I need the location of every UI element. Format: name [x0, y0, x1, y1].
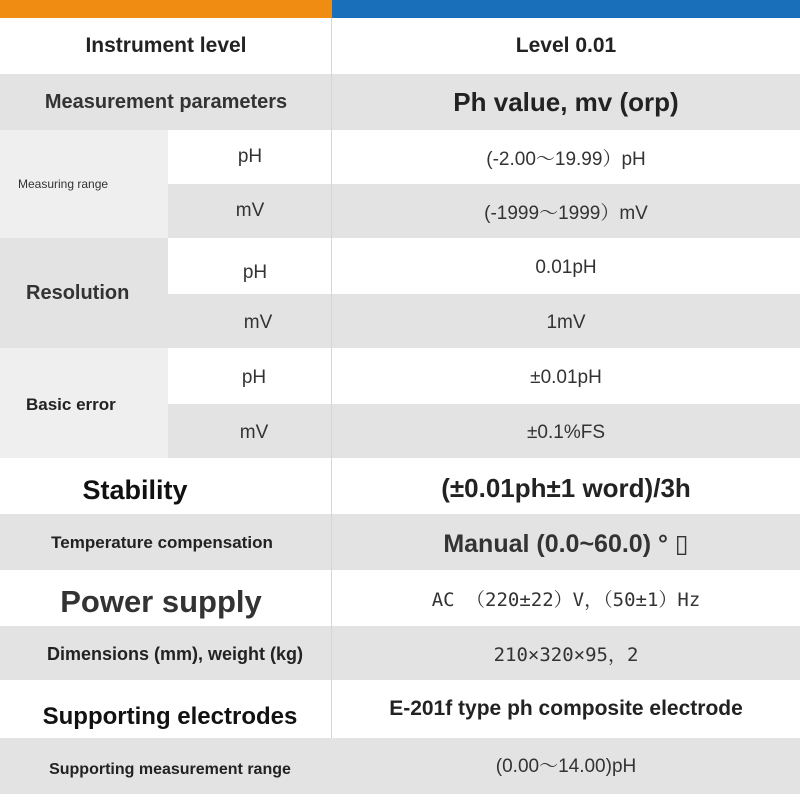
temperature-compensation-value: Manual (0.0~60.0) ° ▯ [443, 530, 689, 558]
measuring-range-label: Measuring range [18, 177, 109, 191]
measurement-parameters-value: Ph value, mv (orp) [453, 86, 679, 117]
stability-value: (±0.01ph±1 word)/3h [441, 472, 691, 503]
measurement-parameters-label: Measurement parameters [44, 90, 288, 113]
measuring-range-ph-unit: pH [237, 146, 263, 167]
instrument-level-value: Level 0.01 [515, 34, 617, 57]
power-supply-value: AC （220±22）V，（50±1）Hz [431, 588, 701, 611]
resolution-label: Resolution [26, 281, 130, 304]
power-supply-label: Power supply [60, 584, 262, 619]
resolution-ph-unit: pH [242, 262, 268, 283]
instrument-level-label: Instrument level [85, 34, 247, 57]
measuring-range-mv-unit: mV [235, 200, 265, 221]
supporting-range-label: Supporting measurement range [49, 761, 291, 778]
stability-label: Stability [82, 474, 188, 505]
dimensions-value: 210×320×95，2 [493, 643, 639, 666]
orange-header-bar [0, 0, 332, 18]
measuring-range-ph-value: (-2.00～19.99）pH [486, 148, 646, 170]
supporting-range-value: (0.00～14.00)pH [495, 755, 637, 777]
blue-header-bar [332, 0, 800, 18]
basic-error-mv-value: ±0.1%FS [526, 422, 605, 443]
dimensions-label: Dimensions (mm), weight (kg) [46, 643, 304, 664]
temperature-compensation-label: Temperature compensation [51, 533, 273, 552]
basic-error-mv-unit: mV [239, 422, 269, 443]
basic-error-ph-unit: pH [241, 367, 267, 388]
basic-error-ph-value: ±0.01pH [530, 367, 602, 388]
resolution-mv-value: 1mV [546, 312, 586, 333]
resolution-mv-unit: mV [243, 312, 273, 333]
supporting-electrodes-label: Supporting electrodes [42, 703, 298, 730]
measuring-range-mv-value: (-1999～1999）mV [484, 202, 648, 224]
resolution-ph-value: 0.01pH [535, 257, 597, 278]
supporting-electrodes-value: E-201f type ph composite electrode [389, 697, 743, 720]
basic-error-label: Basic error [26, 395, 116, 414]
